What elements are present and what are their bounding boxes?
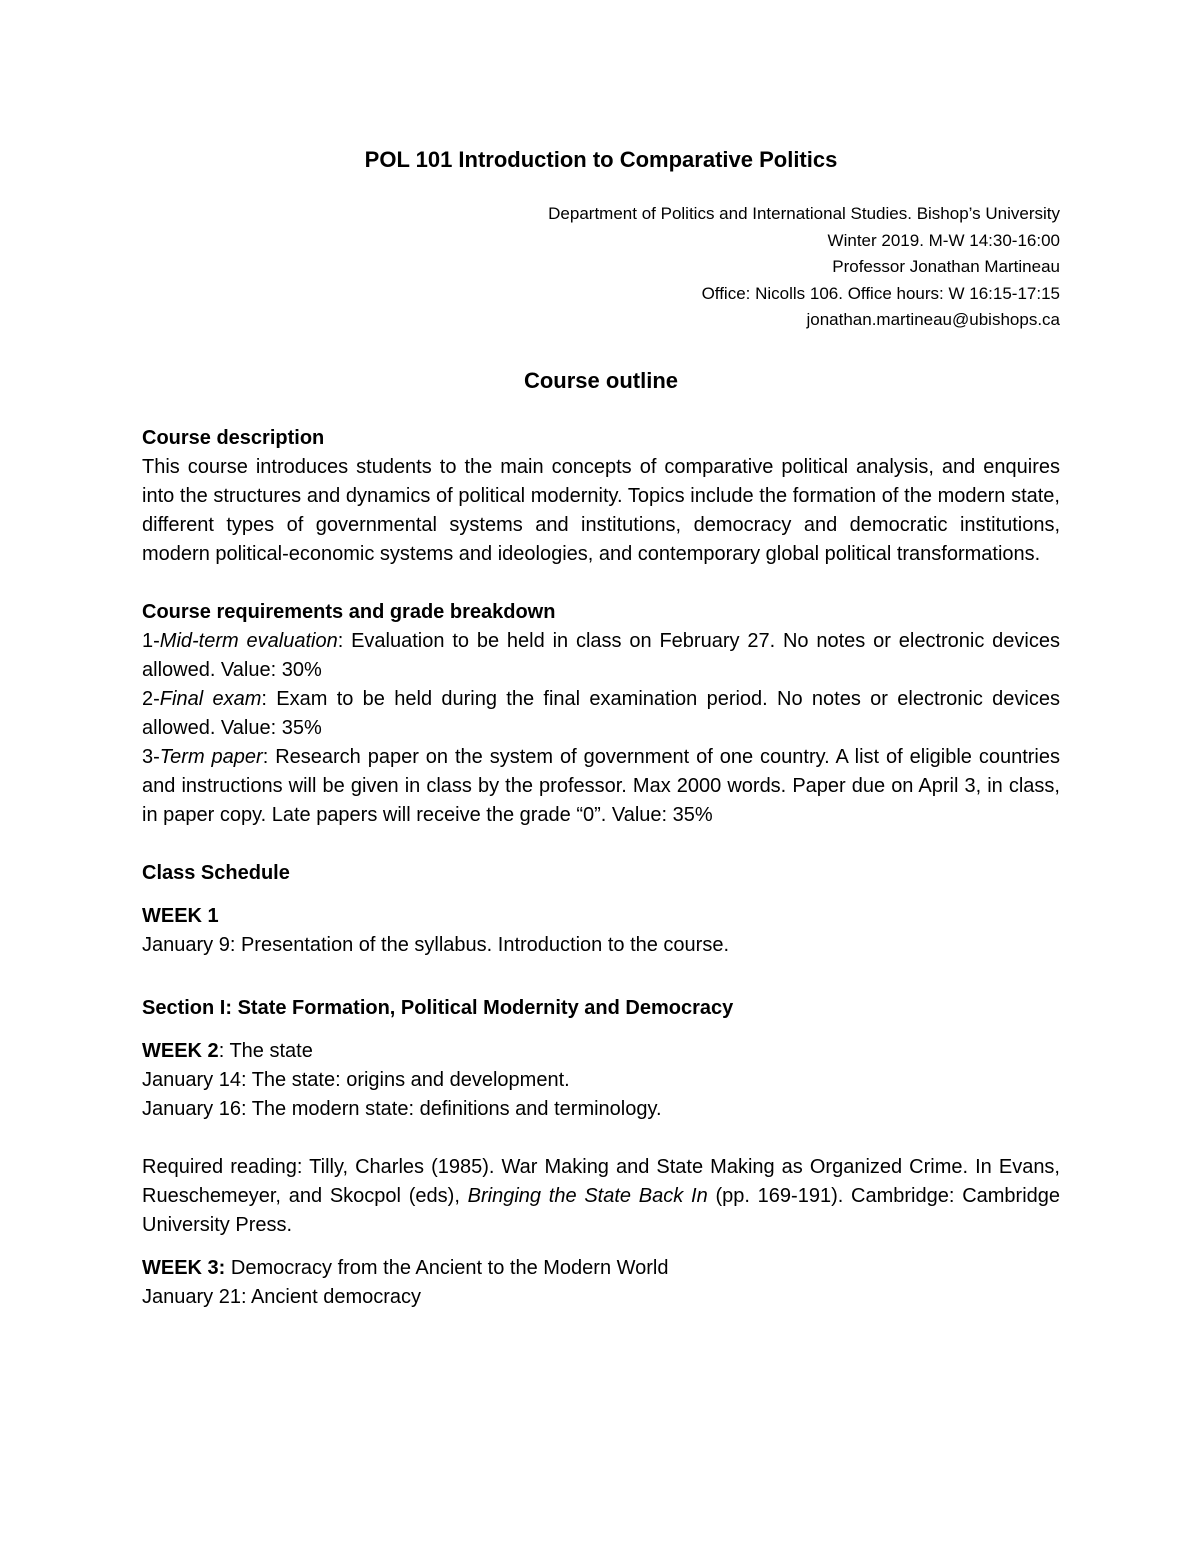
week1-line: January 9: Presentation of the syllabus. Introduction to the course.: [142, 934, 730, 956]
course-header-info: [548, 201, 1060, 334]
professor-line: Professor Jonathan Martineau: [832, 257, 1060, 276]
week3-line-1: January 21: Ancient democracy: [142, 1286, 422, 1308]
term-line: Winter 2019. M-W 14:30-16:00: [827, 230, 1060, 250]
requirement-item-3: 3-Term paper: Research paper on the system of government of one country. A list of eligible countries and instructions will be given in class by the professor. Max 2000 words. Paper due on April 3, in class, in paper copy. Late papers will receive the grade “0”. Value: 35%: [142, 746, 1060, 826]
description-heading: Course description: [142, 427, 325, 449]
document-body: [142, 424, 1060, 1312]
week2-line-2: January 16: The modern state: definitions and terminology.: [142, 1098, 662, 1120]
week2-line-1: January 14: The state: origins and development.: [142, 1069, 570, 1091]
office-line: Office: Nicolls 106. Office hours: W 16:15-17:15: [701, 283, 1060, 303]
week3-heading: WEEK 3: Democracy from the Ancient to the Modern World: [142, 1257, 669, 1279]
description-text: This course introduces students to the main concepts of comparative political analysis, and enquires into the structures and dynamics of political modernity. Topics include the formation of the modern state, different types of governmental systems and institutions, democracy and democratic institutions, modern political-economic systems and ideologies, and contemporary global political transformations.: [142, 456, 1060, 565]
email-line: jonathan.martineau@ubishops.ca: [806, 310, 1060, 329]
schedule-heading: Class Schedule: [142, 862, 290, 884]
requirements-heading: Course requirements and grade breakdown: [142, 601, 556, 623]
week2-reading: Required reading: Tilly, Charles (1985). War Making and State Making as Organized Crime. In Evans, Rueschemeyer, and Skocpol (eds), Bringing the State Back In (pp. 169-191). Cambridge: Cambridge University Press.: [142, 1156, 1061, 1236]
section1-heading: Section I: State Formation, Political Modernity and Democracy: [142, 997, 734, 1019]
course-outline-heading: Course outline: [523, 368, 678, 393]
department-line: Department of Politics and International Studies. Bishop’s University: [548, 204, 1060, 223]
requirement-item-1: 1-Mid-term evaluation: Evaluation to be held in class on February 27. No notes or electronic devices allowed. Value: 30%: [142, 630, 1060, 681]
requirement-item-2: 2-Final exam: Exam to be held during the final examination period. No notes or electronic devices allowed. Value: 35%: [142, 688, 1060, 739]
course-title: POL 101 Introduction to Comparative Politics: [364, 147, 838, 172]
week1-label: WEEK 1: [142, 905, 219, 927]
week2-heading: WEEK 2: The state: [142, 1040, 313, 1062]
